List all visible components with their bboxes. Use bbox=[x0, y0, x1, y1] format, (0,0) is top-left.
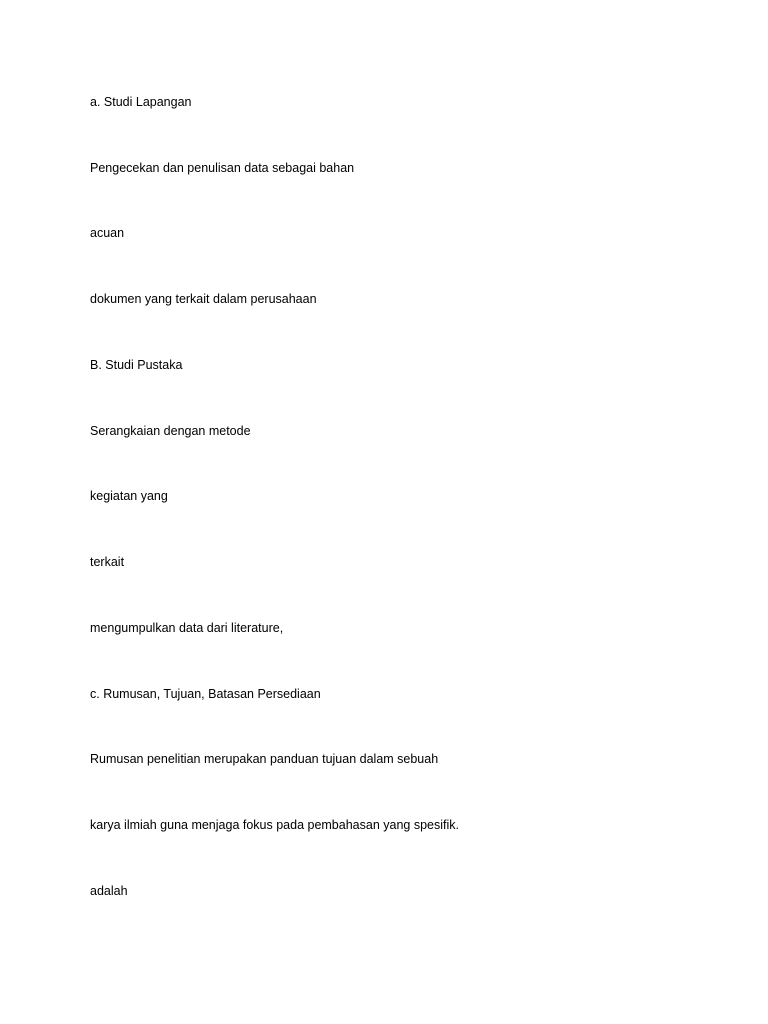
section-heading-studi-lapangan: a. Studi Lapangan bbox=[90, 95, 192, 109]
text-line: kegiatan yang bbox=[90, 489, 168, 503]
text-line: adalah bbox=[90, 884, 128, 898]
text-line: dokumen yang terkait dalam perusahaan bbox=[90, 292, 317, 306]
text-line: terkait bbox=[90, 555, 125, 569]
text-line: acuan bbox=[90, 226, 125, 240]
section-heading-rumusan: c. Rumusan, Tujuan, Batasan Persediaan bbox=[90, 687, 321, 701]
text-line: Rumusan penelitian merupakan panduan tujuan dalam sebuah bbox=[90, 752, 439, 766]
text-line: karya ilmiah guna menjaga fokus pada pembahasan yang spesifik. bbox=[90, 818, 459, 832]
text-line: Pengecekan dan penulisan data sebagai bahan bbox=[90, 161, 355, 175]
text-line: Serangkaian dengan metode bbox=[90, 424, 251, 438]
text-line: mengumpulkan data dari literature, bbox=[90, 621, 284, 635]
section-heading-studi-pustaka: B. Studi Pustaka bbox=[90, 358, 183, 372]
